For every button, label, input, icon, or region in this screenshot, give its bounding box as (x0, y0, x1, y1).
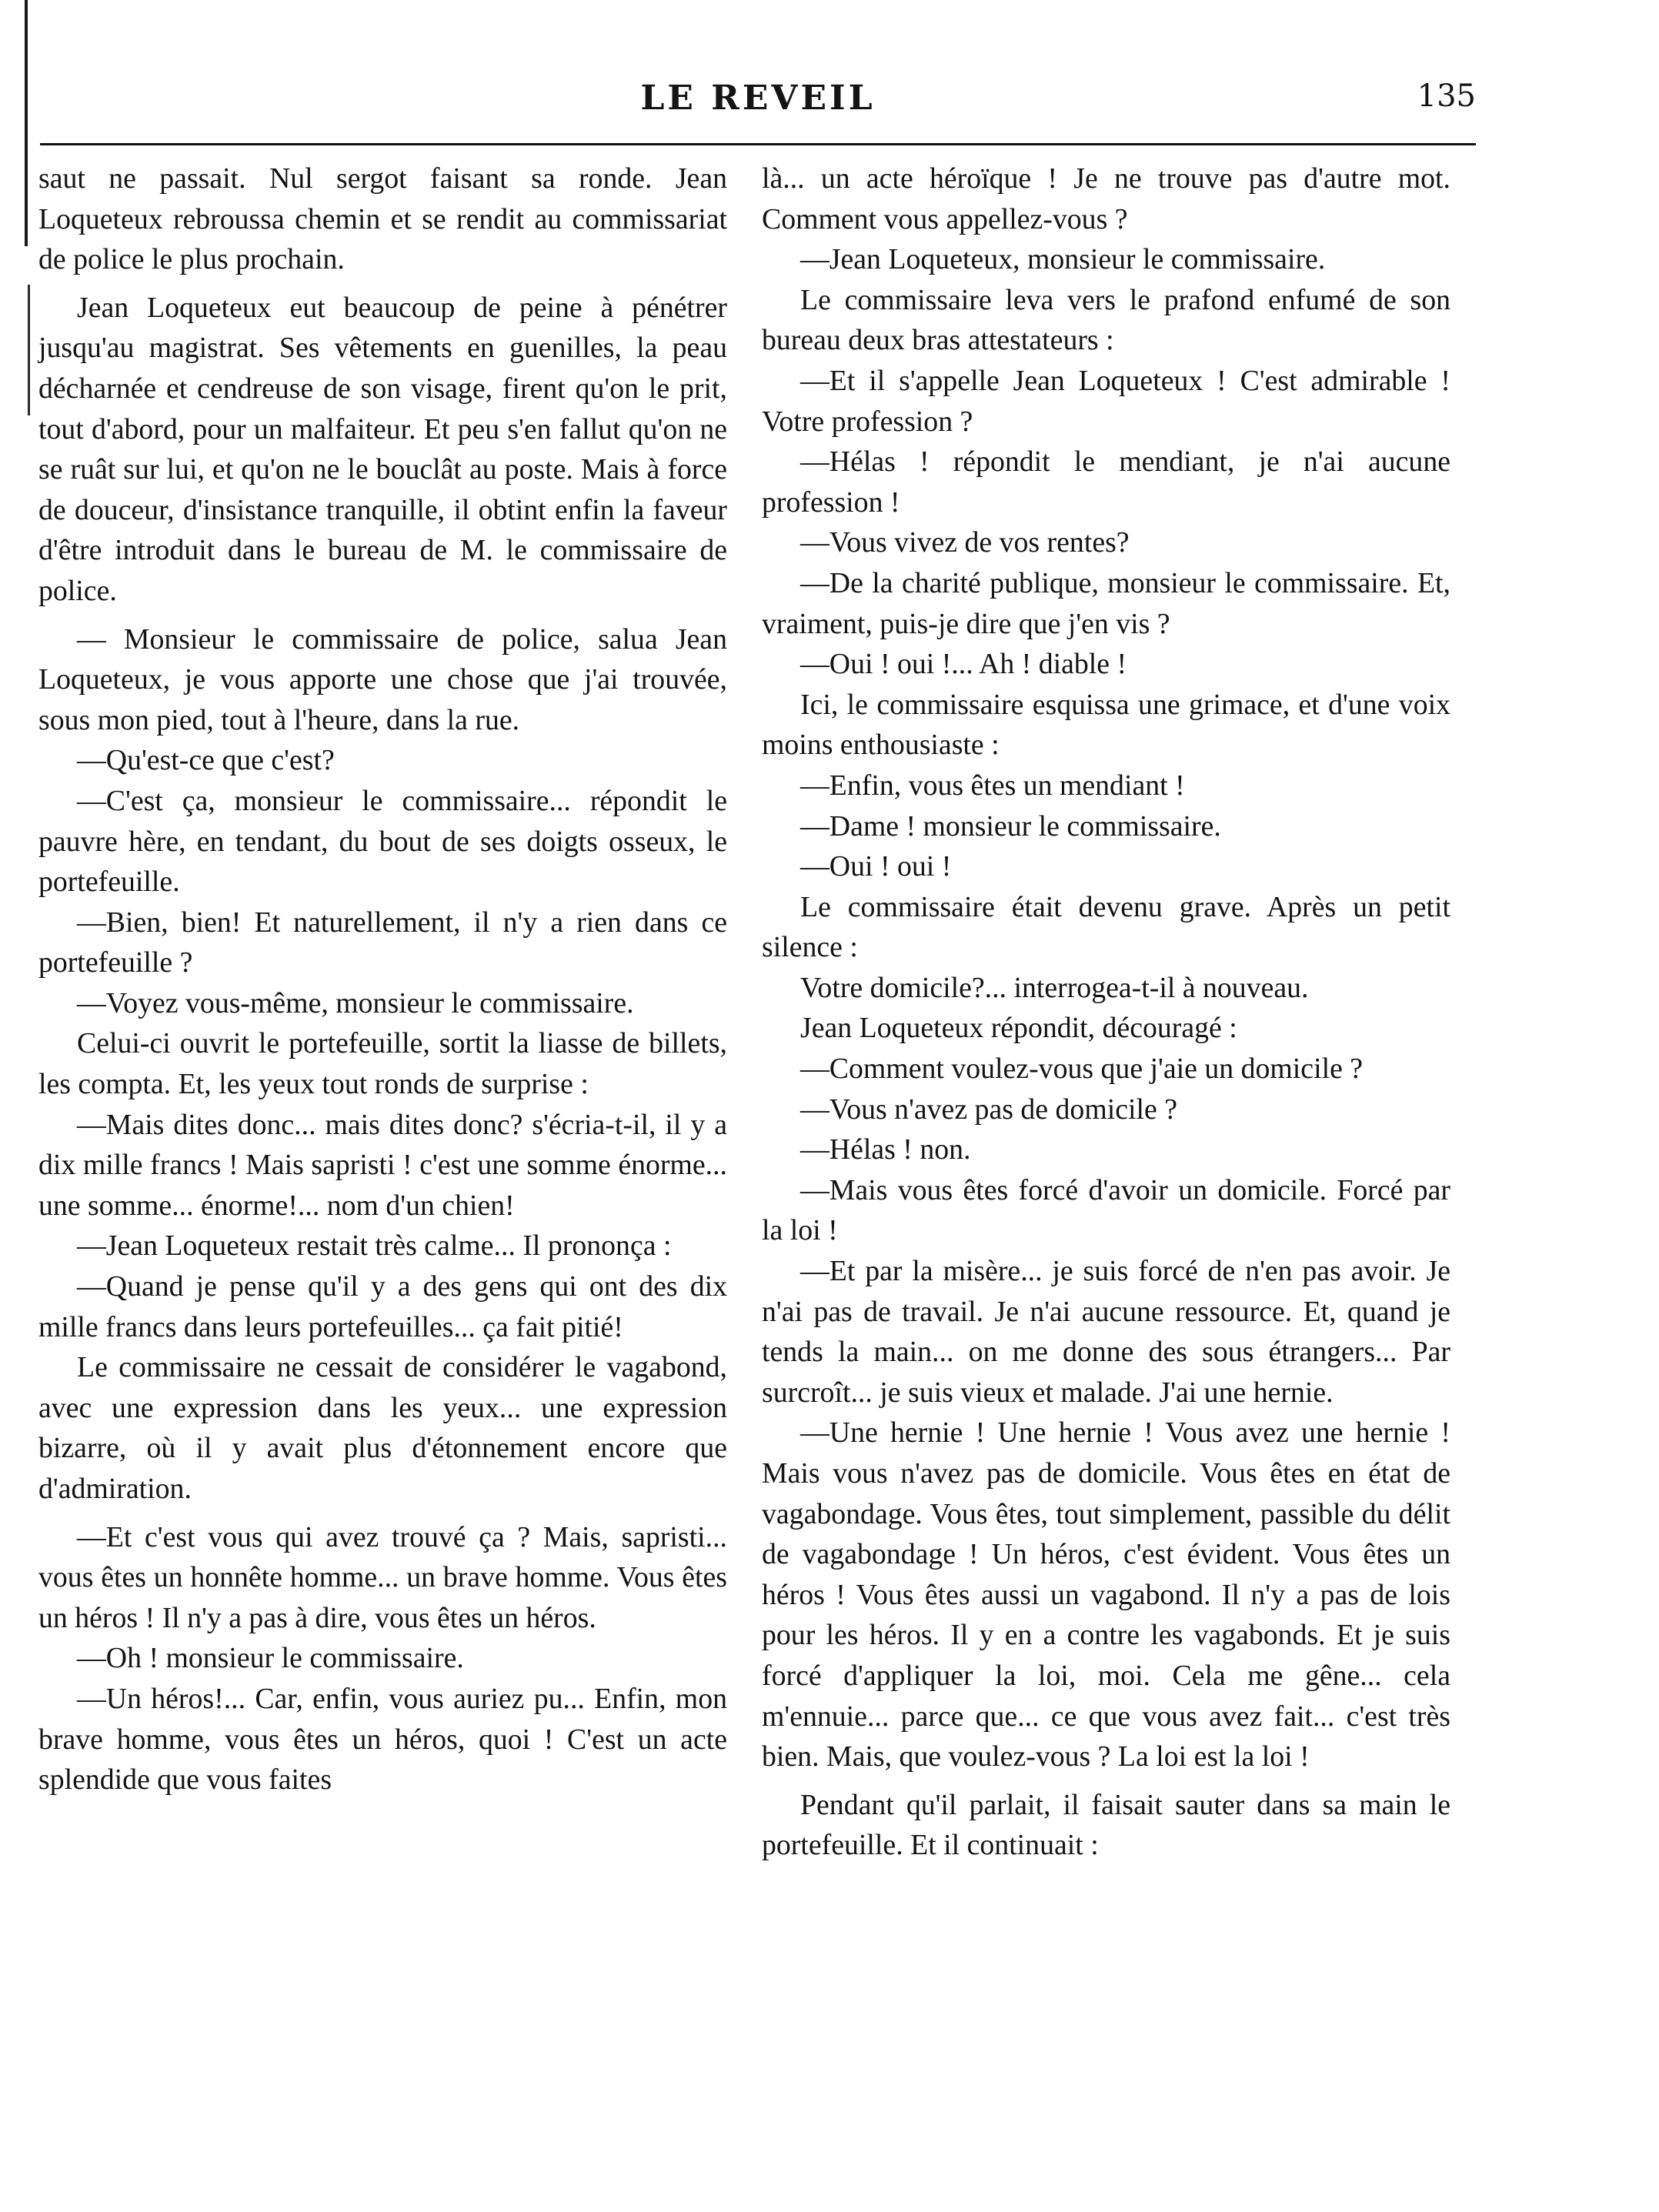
header-rule (40, 143, 1476, 145)
paragraph: —C'est ça, monsieur le commissaire... répondit le pauvre hère, en tendant, du bout de ses doigts osseux, le portefeuille. (38, 784, 727, 899)
paragraph: —Une hernie ! Une hernie ! Vous avez une hernie ! Mais vous n'avez pas de domicile. Vous êtes en état de vagabondage. Vous êtes, tout simplement, passible du délit de vagabondage ! Un héros, c'est évident. Vous êtes un héros ! Vous êtes aussi un vagabond. Il n'y a pas de lois pour les héros. Il y en a contre les vagabonds. Et je suis forcé d'appliquer la loi, moi. Cela me gêne... cela m'ennuie... parce que... ce que vous avez fait... c'est très bien. Mais, que voulez-vous ? La loi est la loi ! (762, 1416, 1450, 1773)
paragraph: Votre domicile?... interrogea-t-il à nouveau. (800, 971, 1309, 1004)
page-header (40, 78, 1476, 132)
paragraph: Jean Loqueteux eut beaucoup de peine à pénétrer jusqu'au magistrat. Ses vêtements en guenilles, la peau décharnée et cendreuse de son visage, firent qu'on le prit, tout d'abord, pour un malfaiteur. Et peu s'en fallut qu'on ne se ruât sur lui, et qu'on ne le bouclât au poste. Mais à force de douceur, d'insistance tranquille, il obtint enfin la faveur d'être introduit dans le bureau de M. le commissaire de police. (38, 291, 727, 607)
paragraph: —Mais vous êtes forcé d'avoir un domicile. Forcé par la loi ! (762, 1173, 1450, 1247)
paragraph: —Oh ! monsieur le commissaire. (77, 1642, 464, 1675)
paragraph: —Quand je pense qu'il y a des gens qui ont des dix mille francs dans leurs portefeuilles... ça fait pitié! (38, 1270, 727, 1343)
paragraph: —Vous n'avez pas de domicile ? (800, 1093, 1177, 1126)
paragraph: là... un acte héroïque ! Je ne trouve pas d'autre mot. Comment vous appellez-vous ? (762, 162, 1450, 235)
paragraph: —Et il s'appelle Jean Loqueteux ! C'est admirable ! Votre profession ? (762, 364, 1450, 438)
paragraph: —De la charité publique, monsieur le commissaire. Et, vraiment, puis-je dire que j'en vis ? (762, 566, 1450, 640)
paragraph: —Vous vivez de vos rentes? (800, 526, 1130, 559)
paragraph: —Un héros!... Car, enfin, vous auriez pu... Enfin, mon brave homme, vous êtes un héros, quoi ! C'est un acte splendide que vous faites (38, 1682, 727, 1797)
paragraph: Celui-ci ouvrit le portefeuille, sortit la liasse de billets, les compta. Et, les yeux tout ronds de surprise : (38, 1027, 727, 1101)
paragraph: —Comment voulez-vous que j'aie un domicile ? (800, 1053, 1364, 1086)
page-number: 135 (1417, 78, 1476, 114)
paragraph: —Mais dites donc... mais dites donc? s'écria-t-il, il y a dix mille francs ! Mais sapristi ! c'est une somme énorme... une somme... énorme!... nom d'un chien! (38, 1108, 727, 1222)
paragraph: —Oui ! oui ! (800, 850, 952, 883)
binding-edge-mark (28, 285, 30, 415)
paragraph: —Et c'est vous qui avez trouvé ça ? Mais, sapristi... vous êtes un honnête homme... un brave homme. Vous êtes un héros ! Il n'y a pas à dire, vous êtes un héros. (38, 1520, 727, 1634)
paragraph: —Et par la misère... je suis forcé de n'en pas avoir. Je n'ai pas de travail. Je n'ai aucune ressource. Et, quand je tends la main... on me donne des sous étrangers... Par surcroît... je suis vieux et malade. J'ai une hernie. (762, 1255, 1450, 1409)
paragraph: Pendant qu'il parlait, il faisait sauter dans sa main le portefeuille. Et il continuait : (762, 1788, 1450, 1862)
paragraph: —Qu'est-ce que c'est? (77, 744, 335, 777)
paragraph: — Monsieur le commissaire de police, salua Jean Loqueteux, je vous apporte une chose que j'ai trouvée, sous mon pied, tout à l'heure, dans la rue. (38, 622, 727, 736)
paragraph: —Oui ! oui !... Ah ! diable ! (800, 648, 1127, 681)
paragraph: Le commissaire était devenu grave. Après un petit silence : (762, 890, 1450, 964)
binding-edge-line (25, 0, 28, 246)
paragraph: Le commissaire ne cessait de considérer le vagabond, avec une expression dans les yeux... une expression bizarre, où il y avait plus d'étonnement encore que d'admiration. (38, 1351, 727, 1505)
left-column (38, 158, 727, 1800)
paragraph: —Enfin, vous êtes un mendiant ! (800, 769, 1185, 802)
paragraph: Jean Loqueteux répondit, découragé : (800, 1012, 1237, 1045)
paragraph: —Bien, bien! Et naturellement, il n'y a rien dans ce portefeuille ? (38, 906, 727, 979)
paragraph: Le commissaire leva vers le prafond enfumé de son bureau deux bras attestateurs : (762, 283, 1450, 357)
paragraph: —Jean Loqueteux, monsieur le commissaire. (800, 243, 1326, 276)
paragraph: —Dame ! monsieur le commissaire. (800, 809, 1221, 842)
paragraph: —Jean Loqueteux restait très calme... Il prononça : (77, 1229, 672, 1263)
paragraph: —Hélas ! non. (800, 1133, 971, 1166)
paragraph: —Hélas ! répondit le mendiant, je n'ai aucune profession ! (762, 445, 1450, 519)
paragraph: saut ne passait. Nul sergot faisant sa ronde. Jean Loqueteux rebroussa chemin et se rendit au commissariat de police le plus prochain. (38, 162, 727, 276)
running-title: LE REVEIL (640, 78, 876, 118)
right-column (762, 158, 1450, 1866)
paragraph: Ici, le commissaire esquissa une grimace, et d'une voix moins enthousiaste : (762, 688, 1450, 762)
paragraph: —Voyez vous-même, monsieur le commissaire. (77, 986, 634, 1019)
